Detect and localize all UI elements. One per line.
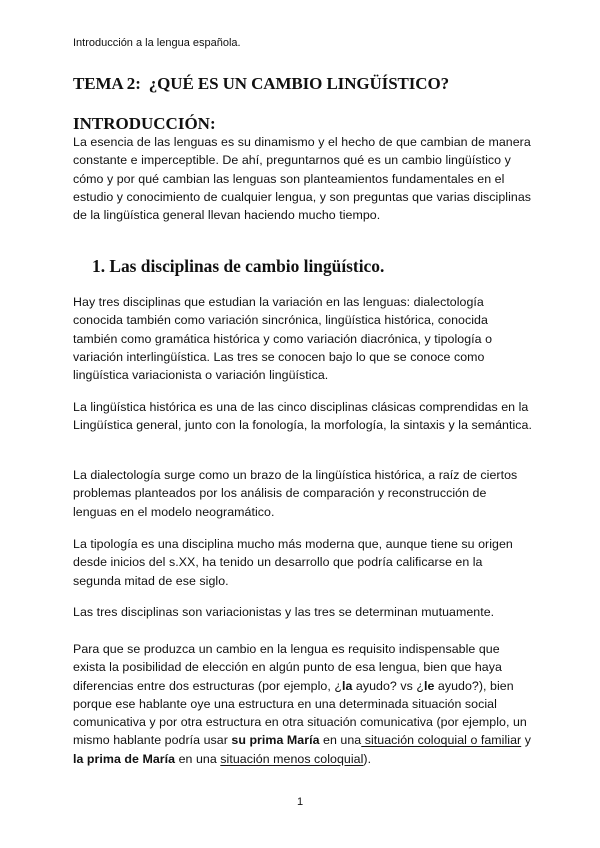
introduction-heading: INTRODUCCIÓN:: [73, 114, 216, 133]
underlined-colloquial-situation: situación coloquial o familiar: [361, 733, 522, 748]
paragraph-typology: La tipología es una disciplina mucho más moderna que, aunque tiene su origen desde inicios del s.XX, ha tenido un desarrollo que podría calificarse en la segunda mitad de ese siglo.: [73, 537, 513, 588]
paragraph-disciplines: Hay tres disciplinas que estudian la variación en las lenguas: dialectología conocida también como variación sincrónica, lingüística histórica, conocida también como gramática histórica y como variación diacrónica, y tipología o variación interlingüística. Las tres se conocen bajo lo que se conoce como lingüística variacionista o variación lingüística.: [73, 295, 493, 383]
text-run: ).: [363, 751, 372, 766]
bold-example-la-prima: la prima de María: [73, 751, 176, 766]
tema-number: TEMA 2:: [73, 74, 141, 93]
running-header: Introducción a la lengua española.: [73, 37, 241, 49]
tema-question: ¿QUÉ ES UN CAMBIO LINGÜÍSTICO?: [148, 74, 450, 93]
paragraph-mutual: Las tres disciplinas son variacionistas y las tres se determinan mutuamente.: [73, 605, 495, 619]
text-run: ayudo? vs ¿: [352, 678, 424, 693]
bold-example-le: le: [423, 678, 435, 693]
tema-title: [73, 73, 449, 95]
bold-example-la: la: [341, 678, 353, 693]
paragraph-change-requirement: [73, 640, 533, 768]
text-run: y: [521, 733, 531, 748]
text-run: en una: [319, 733, 362, 748]
text-run: ayudo?), bien porque ese hablante oye una estructura en una determinada situación social comunicativa y por otra estructura en otra situación comunicativa (por ejemplo, un mismo hablante podría usar: [73, 678, 527, 748]
paragraph-dialectology: La dialectología surge como un brazo de la lingüística histórica, a raíz de ciertos problemas planteados por los análisis de comparación y reconstrucción de lenguas en el modelo neogramático.: [73, 468, 518, 519]
introduction-paragraph: La esencia de las lenguas es su dinamismo y el hecho de que cambian de manera constante e imperceptible. De ahí, preguntarnos qué es un cambio lingüístico y cómo y por qué cambian las lenguas son planteamientos fundamentales en el estudio y conocimiento de cualquier lengua, y son preguntas que varias disciplinas de la lingüística general llevan haciendo mucho tiempo.: [73, 135, 532, 223]
text-run: Para que se produzca un cambio en la lengua es requisito indispensable que exista la posibilidad de elección en algún punto de esa lengua, bien que haya diferencias entre dos estructuras (por ejemplo, ¿: [73, 642, 502, 693]
paragraph-historical-linguistics: La lingüística histórica es una de las cinco disciplinas clásicas comprendidas en la Lingüística general, junto con la fonología, la morfología, la sintaxis y la semántica.: [73, 400, 532, 433]
text-run: en una: [175, 751, 221, 766]
bold-example-su-prima: su prima María: [231, 733, 320, 748]
section-heading: 1. Las disciplinas de cambio lingüístico.: [92, 256, 385, 276]
page-number: 1: [296, 796, 304, 808]
underlined-less-colloquial-situation: situación menos coloquial: [220, 751, 364, 766]
